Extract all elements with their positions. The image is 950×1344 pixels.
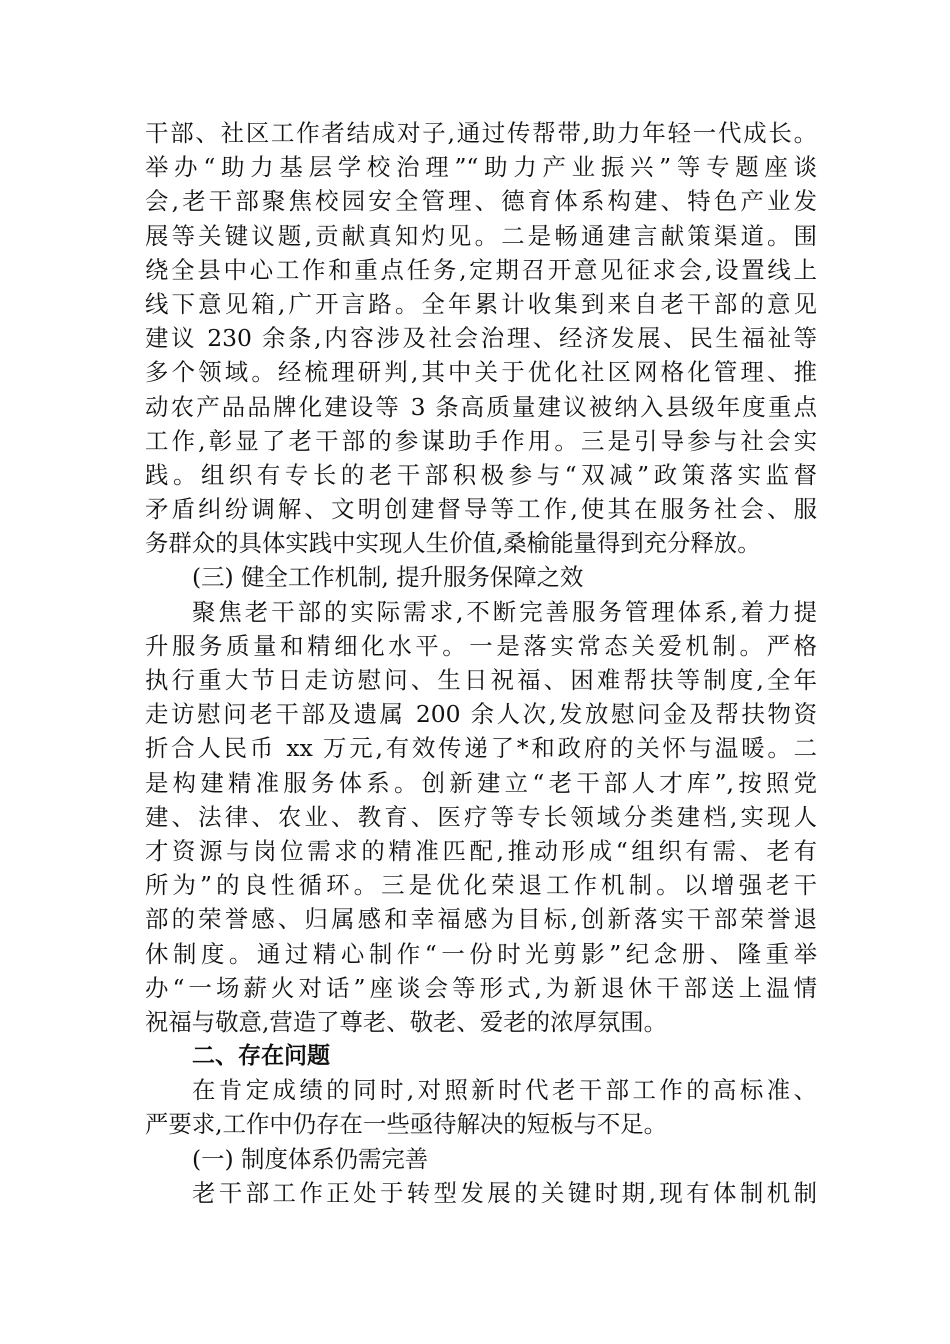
text-line: 建、法律、农业、教育、医疗等专长领域分类建档,实现人	[145, 802, 817, 831]
text-line: 建议 230 余条,内容涉及社会治理、经济发展、民生福祉等	[145, 324, 817, 353]
text-line: 多个领域。经梳理研判,其中关于优化社区网格化管理、推	[145, 358, 817, 387]
text-line: 在肯定成绩的同时,对照新时代老干部工作的高标准、	[192, 1076, 817, 1105]
text-line: 办“一场薪火对话”座谈会等形式,为新退休干部送上温情	[145, 973, 817, 1002]
text-line: 干部、社区工作者结成对子,通过传帮带,助力年轻一代成长。	[145, 119, 817, 147]
text-line: 老干部工作正处于转型发展的关键时期,现有体制机制	[192, 1178, 817, 1207]
text-line: 动农产品品牌化建设等 3 条高质量建议被纳入县级年度重点	[145, 392, 817, 421]
text-line: 绕全县中心工作和重点任务,定期召开意见征求会,设置线上	[145, 255, 817, 284]
text-line: 工作,彰显了老干部的参谋助手作用。三是引导参与社会实	[145, 426, 817, 455]
text-line: 折合人民币 xx 万元,有效传递了*和政府的关怀与温暖。二	[145, 734, 817, 763]
text-line: 严要求,工作中仍存在一些亟待解决的短板与不足。	[145, 1110, 668, 1139]
text-line: 祝福与敬意,营造了尊老、敬老、爱老的浓厚氛围。	[145, 1007, 668, 1036]
chapter-heading: 二、存在问题	[192, 1043, 330, 1070]
text-line: 才资源与岗位需求的精准匹配,推动形成“组织有需、老有	[145, 836, 817, 865]
text-line: 展等关键议题,贡献真知灼见。二是畅通建言献策渠道。围	[145, 221, 817, 250]
text-line: 线下意见箱,广开言路。全年累计收集到来自老干部的意见	[145, 289, 817, 318]
text-line: 矛盾纠纷调解、文明创建督导等工作,使其在服务社会、服	[145, 495, 817, 524]
text-line: 所为”的良性循环。三是优化荣退工作机制。以增强老干	[145, 871, 817, 900]
document-body	[145, 116, 817, 1210]
text-line: 会,老干部聚焦校园安全管理、德育体系构建、特色产业发	[145, 187, 817, 216]
text-line: 务群众的具体实践中实现人生价值,桑榆能量得到充分释放。	[145, 529, 761, 558]
text-line: 部的荣誉感、归属感和幸福感为目标,创新落实干部荣誉退	[145, 905, 817, 934]
section-heading: (三) 健全工作机制, 提升服务保障之效	[192, 563, 584, 592]
text-line: 践。组织有专长的老干部积极参与“双减”政策落实监督	[145, 460, 817, 489]
text-line: 聚焦老干部的实际需求,不断完善服务管理体系,着力提	[192, 597, 817, 626]
text-line: 是构建精准服务体系。创新建立“老干部人才库”,按照党	[145, 768, 817, 797]
text-line: 升服务质量和精细化水平。一是落实常态关爱机制。严格	[145, 631, 817, 660]
text-line: 执行重大节日走访慰问、生日祝福、困难帮扶等制度,全年	[145, 666, 817, 694]
text-line: 举办“助力基层学校治理”“助力产业振兴”等专题座谈	[145, 153, 817, 182]
text-line: 休制度。通过精心制作“一份时光剪影”纪念册、隆重举	[145, 939, 817, 968]
text-line: 走访慰问老干部及遗属 200 余人次,发放慰问金及帮扶物资	[145, 700, 817, 729]
section-heading: (一) 制度体系仍需完善	[192, 1144, 429, 1173]
